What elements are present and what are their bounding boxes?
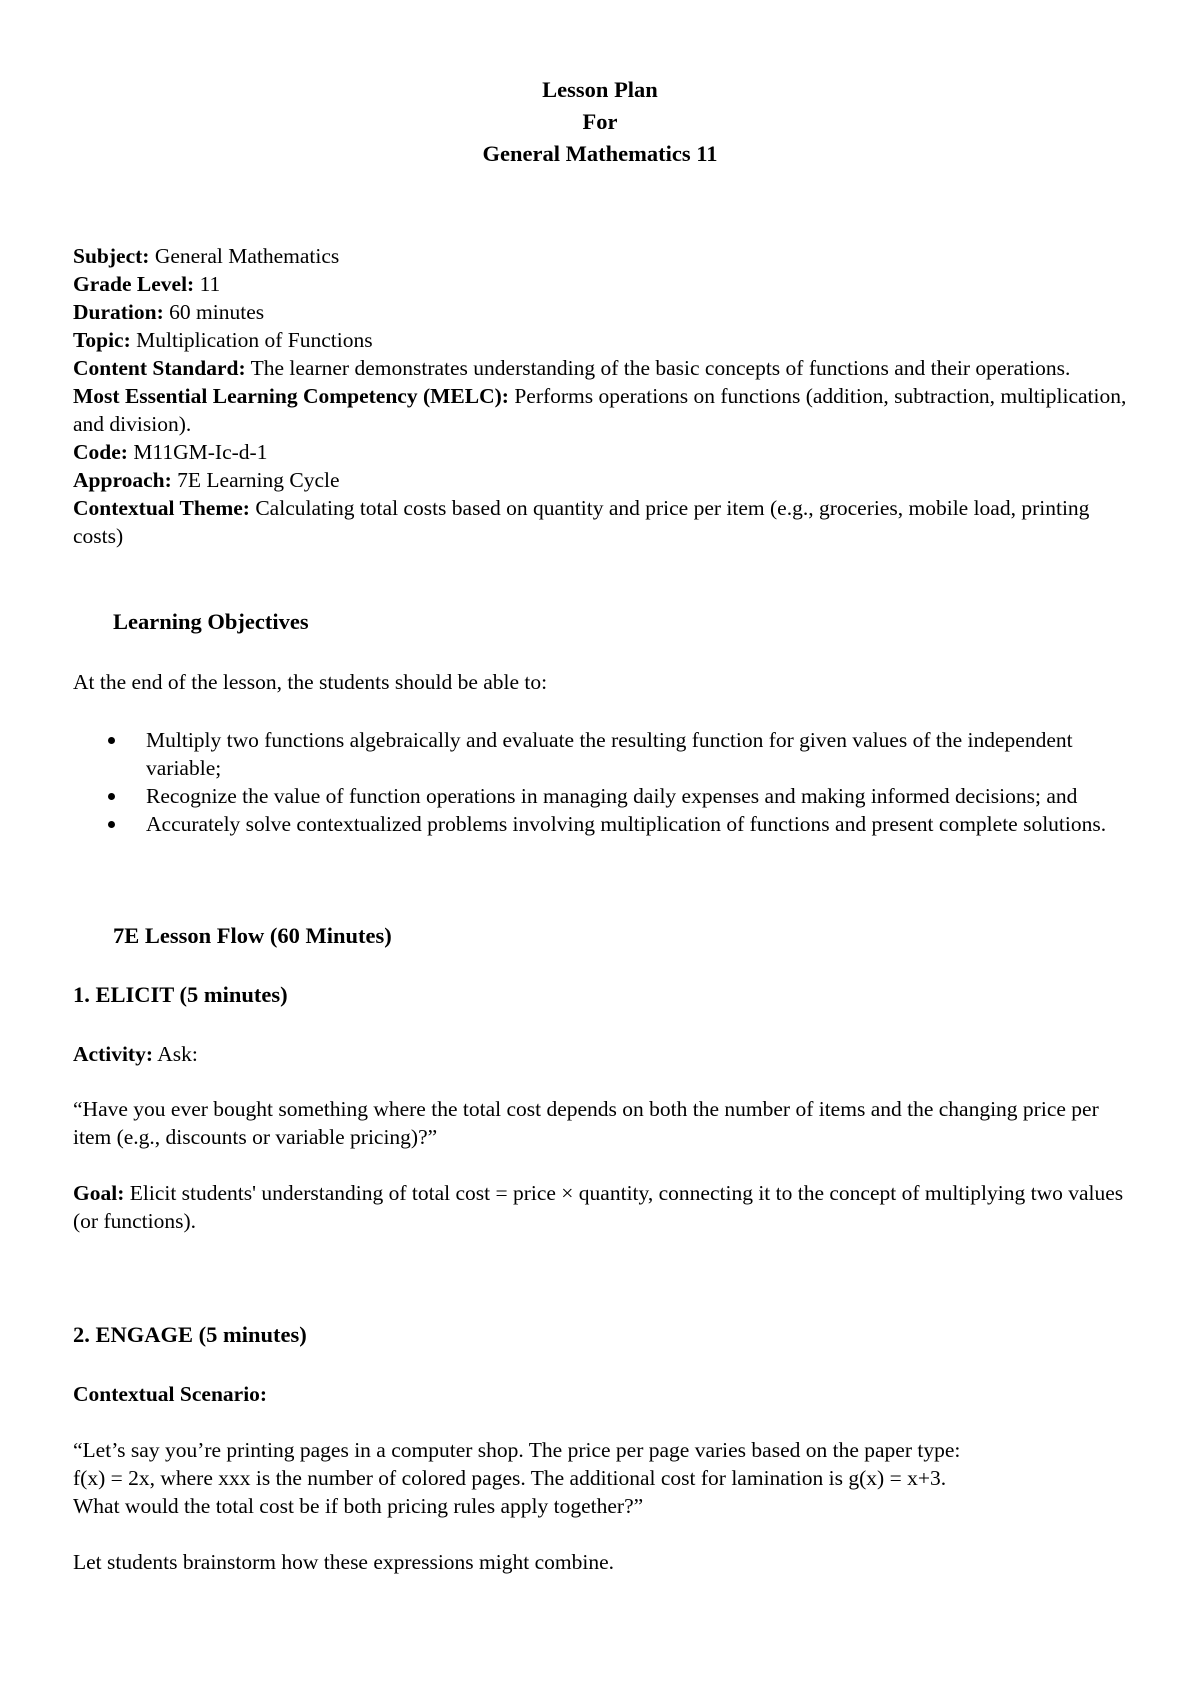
objectives-heading: Learning Objectives bbox=[113, 609, 309, 634]
elicit-goal: Goal: Elicit students' understanding of total cost = price × quantity, connecting it to the concept of multiplying two values (or functions). bbox=[73, 1181, 1124, 1233]
meta-melc: Most Essential Learning Competency (MELC): Performs operations on functions (addition, subtraction, multiplication, and division). bbox=[73, 384, 1127, 436]
engage-scenario-label: Contextual Scenario: bbox=[73, 1382, 268, 1406]
engage-scenario: “Let’s say you’re printing pages in a computer shop. The price per page varies based on the paper type: f(x) = 2x, where xxx is the number of colored pages. The additional cost for lamination is g(x) = x+3. What would the total cost be if both pricing rules apply together?” bbox=[73, 1438, 961, 1518]
meta-contextual-theme: Contextual Theme: Calculating total costs based on quantity and price per item (e.g., groceries, mobile load, printing costs) bbox=[73, 496, 1090, 548]
title-line-1: Lesson Plan bbox=[542, 77, 658, 102]
bullet-icon bbox=[108, 737, 115, 744]
lesson-metadata bbox=[73, 242, 1133, 550]
list-item: Accurately solve contextualized problems involving multiplication of functions and present complete solutions. bbox=[108, 810, 1138, 838]
meta-approach: Approach: 7E Learning Cycle bbox=[73, 468, 340, 492]
meta-topic: Topic: Multiplication of Functions bbox=[73, 328, 373, 352]
objectives-intro: At the end of the lesson, the students should be able to: bbox=[73, 670, 548, 694]
list-item: Multiply two functions algebraically and evaluate the resulting function for given values of the independent variable; bbox=[108, 726, 1138, 782]
meta-code: Code: M11GM-Ic-d-1 bbox=[73, 440, 268, 464]
bullet-icon bbox=[108, 821, 115, 828]
title-line-2: For bbox=[582, 109, 618, 134]
bullet-icon bbox=[108, 793, 115, 800]
elicit-quote: “Have you ever bought something where the total cost depends on both the number of items and the changing price per item (e.g., discounts or variable pricing)?” bbox=[73, 1097, 1099, 1149]
meta-subject: Subject: General Mathematics bbox=[73, 244, 340, 268]
lesson-flow-heading: 7E Lesson Flow (60 Minutes) bbox=[113, 923, 392, 948]
title-line-3: General Mathematics 11 bbox=[482, 141, 718, 166]
list-item: Recognize the value of function operations in managing daily expenses and making informed decisions; and bbox=[108, 782, 1138, 810]
document-title bbox=[0, 74, 1200, 170]
elicit-heading: 1. ELICIT (5 minutes) bbox=[73, 982, 288, 1007]
objectives-list bbox=[108, 726, 1138, 838]
meta-grade: Grade Level: 11 bbox=[73, 272, 221, 296]
meta-content-standard: Content Standard: The learner demonstrates understanding of the basic concepts of functions and their operations. bbox=[73, 356, 1071, 380]
meta-duration: Duration: 60 minutes bbox=[73, 300, 265, 324]
engage-brainstorm: Let students brainstorm how these expressions might combine. bbox=[73, 1550, 614, 1574]
elicit-activity: Activity: Ask: bbox=[73, 1042, 198, 1066]
engage-heading: 2. ENGAGE (5 minutes) bbox=[73, 1322, 307, 1347]
